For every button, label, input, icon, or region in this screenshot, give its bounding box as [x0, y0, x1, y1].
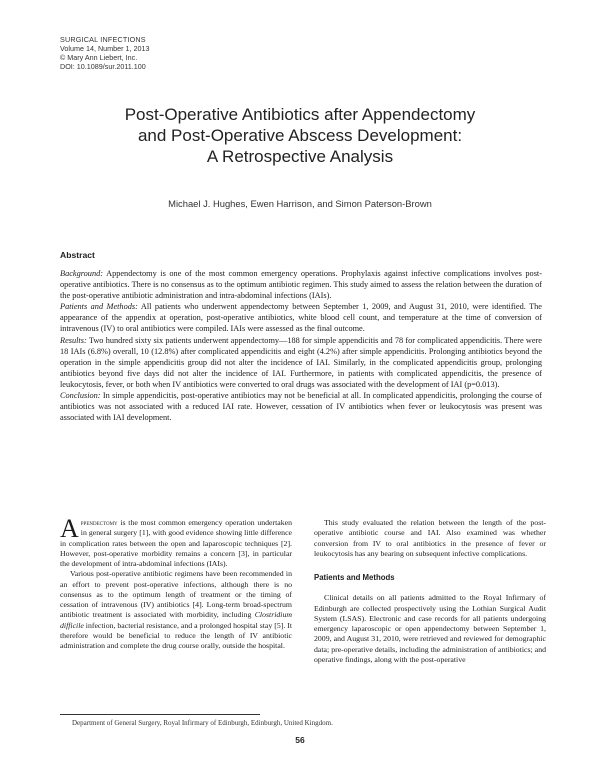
- methods-label: Patients and Methods:: [60, 302, 138, 312]
- page-number: 56: [295, 735, 305, 745]
- article-title: [60, 104, 540, 167]
- body-right-column: [314, 518, 546, 665]
- methods-section-heading: Patients and Methods: [314, 573, 395, 582]
- regimen-paragraph: [60, 569, 292, 651]
- abstract-results: [60, 335, 542, 390]
- footnote-divider: [60, 714, 260, 715]
- methods-text: All patients who underwent appendectomy between September 1, 2009, and August 31, 2010, were identified. The appearance of the appendix at operation, post-operative antibiotics, white blood cell count, and temperature at the time of conversion of intravenous (IV) to oral antibiotics were compiled. IAIs were assessed as the final outcome.: [60, 302, 542, 334]
- journal-volume: Volume 14, Number 1, 2013: [60, 44, 150, 53]
- results-label: Results:: [60, 335, 87, 345]
- abstract-conclusion: [60, 390, 542, 423]
- affiliation-footnote: Department of General Surgery, Royal Infirmary of Edinburgh, Edinburgh, United Kingdom.: [72, 719, 333, 727]
- abstract-methods: [60, 301, 542, 334]
- author-list: Michael J. Hughes, Ewen Harrison, and Simon Paterson-Brown: [168, 198, 432, 209]
- background-label: Background:: [60, 269, 104, 278]
- conclusion-label: Conclusion:: [60, 391, 101, 401]
- title-line-1: Post-Operative Antibiotics after Appendectomy: [124, 105, 476, 124]
- body-left-column: [60, 514, 292, 651]
- regimen-text-end: infection, bacterial resistance, and a prolonged hospital stay [5]. It therefore would be beneficial to reduce the length of IV antibiotic administration and complete the drug course orally, outside the hospital.: [60, 620, 292, 650]
- background-text: Appendectomy is one of the most common emergency operations. Prophylaxis against infective complications involves post-operative antibiotics. There is no consensus as to the optimum antibiotic regimen. This study aimed to assess the relation between the duration of the post-operative antibiotic administration and intra-abdominal infections (IAIs).: [60, 269, 542, 301]
- drop-cap: A: [60, 514, 79, 543]
- results-text: Two hundred sixty six patients underwent appendectomy—188 for simple appendicitis and 78 for complicated appendicitis. There were 18 IAIs (6.8%) overall, 10 (12.8%) after complicated appendicitis and eight (4.2%) after simple appendicitis. Prolonging antibiotics beyond the operation in the simple appendicitis group did not alter the incidence of IAI. Similarly, in the complicated appendicitis group, prolonging antibiotics beyond five days did not alter the incidence of IAI. Furthermore, in patients with complicated appendicitis, the presence of leukocytosis, fever, or both when IV antibiotics were converted to oral drugs was associated with the development of IAI (p=0.013).: [60, 335, 542, 389]
- journal-name: SURGICAL INFECTIONS: [60, 35, 146, 44]
- methods-paragraph: Clinical details on all patients admitted to the Royal Infirmary of Edinburgh are collected prospectively using the Lothian Surgical Audit System (LSAS). Electronic and case records for all patients undergoing emergency laparoscopic or open appendectomy between September 1, 2009, and August 31, 2010, were retrieved and reviewed for demographic data; pre-operative details, including the administration of antibiotics; and operative findings, along with the post-operative: [314, 593, 546, 664]
- organism-name: Clostridium difficile: [60, 610, 292, 630]
- title-line-3: A Retrospective Analysis: [206, 147, 394, 166]
- abstract-background: [60, 268, 542, 301]
- journal-doi: DOI: 10.1089/sur.2011.100: [60, 62, 146, 71]
- intro-lead-word: ppendectomy: [80, 518, 118, 527]
- conclusion-text: In simple appendicitis, post-operative antibiotics may not be beneficial at all. In complicated appendicitis, prolonging the course of antibiotics was not associated with a reduced IAI rate. However, cessation of IV antibiotics when fever or leukocytosis was present was associated with IAI development.: [60, 391, 543, 423]
- regimen-text-start: Various post-operative antibiotic regimens have been recommended in an effort to prevent post-operative infections, although there is no consensus as to the optimum length of treatment or the timing of cessation of intravenous (IV) antibiotics [4]. Long-term broad-spectrum antibiotic treatment is associated with morbidity, including: [60, 569, 292, 620]
- journal-copyright: © Mary Ann Liebert, Inc.: [60, 53, 138, 62]
- intro-paragraph: [60, 514, 292, 569]
- journal-header: [60, 35, 150, 71]
- study-aim-paragraph: This study evaluated the relation between the length of the post-operative antibiotic course and IAI. Also examined was whether conversion from IV to oral antibiotics in the presence of fever or leukocytosis has any bearing on subsequent infective complications.: [314, 518, 546, 558]
- abstract-heading: Abstract: [60, 250, 95, 260]
- abstract-body: [60, 268, 542, 423]
- title-line-2: and Post-Operative Abscess Development:: [137, 126, 463, 145]
- intro-text: is the most common emergency operation undertaken in general surgery [1], with good evidence showing little difference in complication rates between the open and laparoscopic techniques [2]. However, post-operative morbidity remains a concern [3], in particular the development of intra-abdominal infections (IAIs).: [60, 518, 292, 568]
